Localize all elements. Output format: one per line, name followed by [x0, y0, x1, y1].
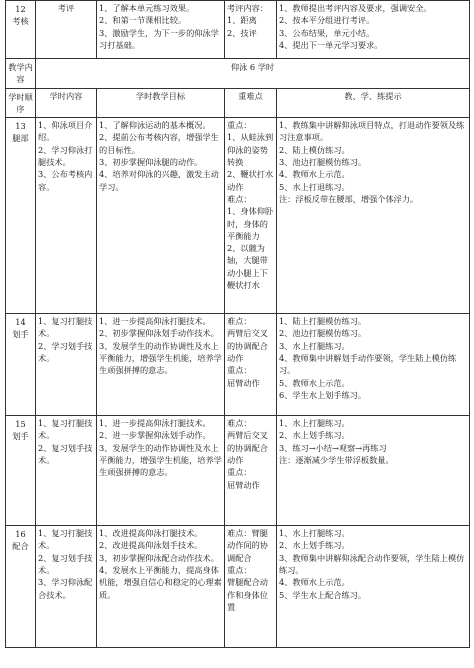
- goal-line: 1、改进提高仰泳打腿技术。: [99, 528, 203, 539]
- key-line: 2、鞭状打水动作: [227, 169, 274, 192]
- header-lesson-goals: 学时教学目标: [97, 88, 225, 118]
- tip-line: 3、池边打腿模仿练习。: [279, 157, 367, 168]
- lesson-row-14: [6, 314, 470, 416]
- lesson-tips-cell: [277, 314, 470, 416]
- key-line: 2、技评: [227, 27, 257, 38]
- lesson-name: 划手: [12, 431, 29, 442]
- content-line: 3、学习仰泳配合技术。: [38, 577, 93, 600]
- tip-line: 注：浮板反带在腰部，增强个体浮力。: [279, 193, 419, 204]
- content-line: 考评: [57, 3, 75, 13]
- header-lesson-content: 学时内容: [36, 88, 97, 118]
- tip-line: 4、教师水上示范。: [279, 169, 350, 180]
- goal-line: 4、发展水上平衡能力，提高身体机能，增强自信心和稳定的心理素质。: [99, 565, 222, 600]
- tip-line: 1、陆上打腿模仿练习。: [279, 316, 367, 327]
- lesson-row-15: [6, 416, 470, 526]
- lesson-key-cell: [225, 314, 277, 416]
- content-line: 3、公布考核内容。: [38, 169, 93, 192]
- tip-line: 3、练习→小结→观察→再练习: [279, 442, 387, 453]
- lesson-row-13: [6, 118, 470, 314]
- unit-title: 仰泳 6 学时: [36, 59, 470, 89]
- key-line: 重点：: [227, 365, 252, 376]
- tip-line: 2、水上划手练习。: [279, 540, 350, 551]
- key-line: 两臂后交叉的协调配合动作: [227, 328, 268, 364]
- key-line: 1、距离: [227, 15, 257, 26]
- lesson-row-16: [6, 526, 470, 648]
- goal-line: 1、进一步提高仰泳打腿技术。: [99, 418, 211, 429]
- goal-line: 1、了解仰泳运动的基本概况。: [99, 120, 211, 131]
- lesson-number-cell: [6, 416, 36, 526]
- lesson-name: 配合: [12, 541, 29, 552]
- header-lesson-order: 学时顺序: [6, 88, 36, 118]
- content-line: 1、复习打腿技术。: [38, 316, 93, 339]
- goal-line: 2、和第一节课相比较。: [99, 15, 187, 26]
- lesson-key-cell: [225, 1, 277, 59]
- content-line: 2、复习划手技术。: [38, 442, 93, 466]
- lesson-goals-cell: [97, 118, 225, 314]
- goal-line: 2、提前公布考核内容，增强学生的目标性。: [99, 132, 219, 155]
- lesson-key-cell: [225, 118, 277, 314]
- content-line: 2、复习划手技术。: [38, 552, 93, 576]
- tip-line: 5、水上打退练习。: [279, 181, 350, 192]
- lesson-goals-cell: [97, 526, 225, 648]
- lesson-tips-cell: [277, 118, 470, 314]
- tip-line: 3、水上打腿练习。: [279, 340, 350, 351]
- tip-line: 4、提出下一单元学习要求。: [279, 39, 383, 50]
- lesson-number-cell: [6, 526, 36, 648]
- lesson-tips-cell: [277, 526, 470, 648]
- lesson-content-cell: [36, 118, 97, 314]
- unit-label-cell: 教学内容: [6, 59, 36, 89]
- key-line: 重点：: [227, 565, 252, 576]
- lesson-goals-cell: [97, 314, 225, 416]
- tip-line: 6、学生水上划手练习。: [279, 389, 367, 400]
- key-line: 难点：臂腿动作间的协调配合: [227, 528, 268, 563]
- lesson-name: 腿部: [12, 133, 29, 144]
- goal-line: 3、发展学生的动作协调性及水上平衡能力，增强学生机能，培养学生顽强拼搏的意志。: [99, 340, 222, 376]
- lesson-goals-cell: [97, 1, 225, 59]
- unit-title-row: [6, 59, 470, 89]
- goal-line: 2、进一步掌握仰泳划手动作。: [99, 430, 211, 441]
- key-line: 2、以髋为轴，大腿带动小腿上下鞭状打水: [227, 243, 268, 291]
- column-header-row: [6, 88, 470, 118]
- key-line: 难点：: [227, 193, 252, 204]
- lesson-number-cell: [6, 1, 36, 59]
- goal-line: 2、改进提高仰泳划手技术。: [99, 540, 203, 551]
- lesson-number: 12: [15, 4, 26, 14]
- key-line: 难点：: [227, 316, 252, 327]
- tip-line: 3、公布结果，单元小结。: [279, 27, 375, 38]
- tip-line: 2、池边打腿模仿练习。: [279, 328, 367, 339]
- lesson-plan-table: [5, 0, 470, 648]
- content-line: 1、复习打腿技术。: [38, 528, 93, 551]
- key-line: 两臂后交叉的协调配合动作: [227, 430, 268, 466]
- content-line: 1、复习打腿技术。: [38, 418, 93, 441]
- content-line: 2、学习划手技术。: [38, 340, 93, 364]
- lesson-number: 15: [15, 419, 26, 430]
- goal-line: 3、激励学生，为下一步的仰泳学习打基础。: [99, 27, 219, 50]
- lesson-number-cell: [6, 314, 36, 416]
- lesson-content-cell: [36, 416, 97, 526]
- key-line: 1、身体仰卧时，身体的平衡能力: [227, 206, 274, 241]
- tip-line: 注：逐渐减少学生带浮板数量。: [279, 455, 394, 466]
- lesson-content-cell: [36, 526, 97, 648]
- lesson-number: 16: [15, 529, 26, 540]
- key-line: 重点：: [227, 120, 252, 131]
- tip-line: 2、陆上模仿练习。: [279, 144, 350, 155]
- goal-line: 3、发展学生的动作协调性及水上平衡能力，增强学生机能，培养学生顽强拼搏的意志。: [99, 442, 222, 478]
- lesson-content-cell: [36, 1, 97, 59]
- content-line: 2、学习仰泳打腿技术。: [38, 144, 93, 168]
- tip-line: 3、教师集中讲解仰泳配合动作要领，学生陆上模仿练习。: [279, 552, 465, 576]
- tip-line: 4、教师水上示范。: [279, 577, 350, 588]
- tip-line: 2、按本平分组进行考评。: [279, 15, 375, 26]
- lesson-key-cell: [225, 416, 277, 526]
- content-line: 1、仰泳项目介绍。: [38, 120, 93, 143]
- goal-line: 2、初步掌握仰泳划手动作技术。: [99, 328, 219, 339]
- tip-line: 4、教师集中讲解划手动作要领，学生陆上模仿练习。: [279, 353, 457, 376]
- lesson-key-cell: [225, 526, 277, 648]
- tip-line: 1、教师提出考评内容及要求，强调安全。: [279, 3, 432, 13]
- lesson-goals-cell: [97, 416, 225, 526]
- lesson-number-cell: [6, 118, 36, 314]
- lesson-name: 考核: [12, 16, 29, 27]
- goal-line: 4、培养对仰泳的兴趣，激发主动学习。: [99, 169, 219, 192]
- header-tips: 教、学、练提示: [277, 88, 470, 118]
- lesson-row-12: [6, 1, 470, 59]
- tip-line: 5、学生水上配合练习。: [279, 589, 367, 600]
- lesson-number: 13: [15, 121, 26, 132]
- lesson-tips-cell: [277, 1, 470, 59]
- key-line: 屈臂动作: [227, 479, 260, 490]
- lesson-tips-cell: [277, 416, 470, 526]
- key-line: 1、从蛙泳到仰泳的姿势转换: [227, 132, 274, 168]
- tip-line: 1、水上打腿练习。: [279, 528, 350, 539]
- goal-line: 1、进一步提高仰泳打腿技术。: [99, 316, 211, 327]
- tip-line: 2、水上划手练习。: [279, 430, 350, 441]
- key-line: 考评内容：: [227, 3, 268, 13]
- lesson-number: 14: [15, 317, 26, 328]
- tip-line: 1、教练集中讲解仰泳项目特点，打退动作要领及练习注意事项。: [279, 120, 465, 143]
- key-line: 臂腿配合动作和身体位置: [227, 577, 268, 612]
- key-line: 重点：: [227, 467, 252, 478]
- lesson-content-cell: [36, 314, 97, 416]
- header-key-points: 重难点: [225, 88, 277, 118]
- goal-line: 1、了解本单元练习效果。: [99, 3, 195, 13]
- goal-line: 3、初步掌握仰泳配合动作技术。: [99, 552, 219, 563]
- tip-line: 1、水上打腿练习。: [279, 418, 350, 429]
- goal-line: 3、初步掌握仰泳腿的动作。: [99, 157, 203, 168]
- key-line: 难点：: [227, 418, 252, 429]
- tip-line: 5、教师水上示范。: [279, 377, 350, 388]
- key-line: 屈臂动作: [227, 377, 260, 388]
- lesson-name: 划手: [12, 329, 29, 340]
